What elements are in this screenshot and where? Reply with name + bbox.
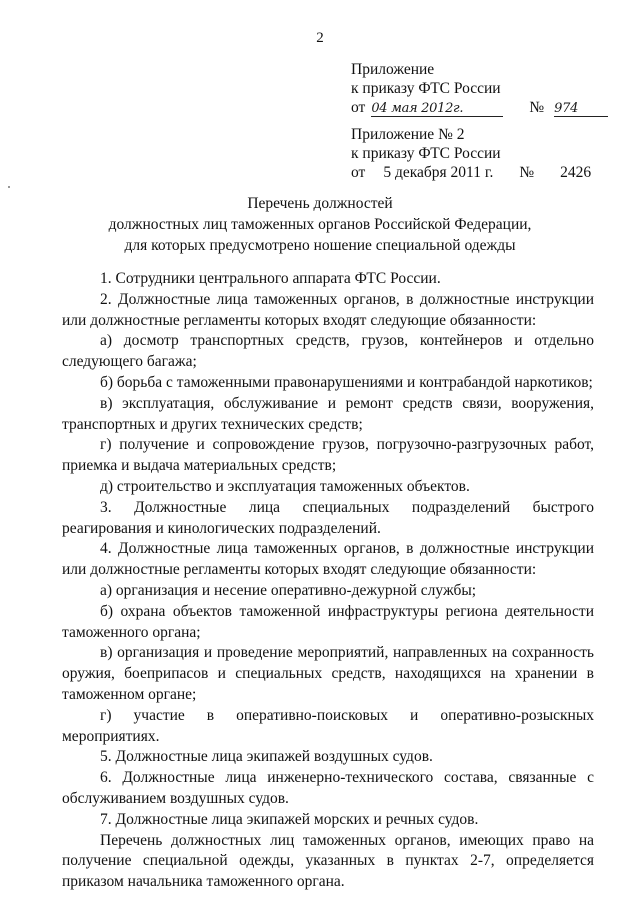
handwritten-number: 974	[554, 102, 608, 117]
scan-mark	[8, 186, 10, 188]
paragraph: б) охрана объектов таможенной инфраструктуры региона деятельности таможенного органа;	[62, 602, 594, 641]
paragraph: в) эксплуатация, обслуживание и ремонт средств связи, вооружения, транспортных и других технических средств;	[62, 394, 594, 433]
title-line: Перечень должностей	[247, 195, 393, 212]
paragraph: 1. Сотрудники центрального аппарата ФТС России.	[100, 270, 441, 287]
paragraph: б) борьба с таможенными правонарушениями и контрабандой наркотиков;	[100, 373, 593, 391]
paragraph: 2. Должностные лица таможенных органов, в должностные инструкции или должностные регламенты которых входят следующие обязанности:	[62, 290, 594, 329]
page-number: 2	[316, 30, 324, 46]
appendix-header	[351, 60, 608, 117]
paragraph: а) организация и несение оперативно-дежурной службы;	[100, 581, 477, 599]
appendix-title: Приложение	[351, 61, 435, 78]
paragraph: 5. Должностные лица экипажей воздушных судов.	[100, 748, 433, 766]
paragraph: д) строительство и эксплуатация таможенных объектов.	[100, 477, 470, 495]
appendix-2-order-ref: к приказу ФТС России	[351, 145, 501, 162]
paragraph: в) организация и проведение мероприятий, направленных на сохранность оружия, боеприпасов и специальных средств, находящихся на хранении в таможенном органе;	[62, 644, 594, 703]
paragraph: 6. Должностные лица инженерно-технического состава, связанные с обслуживанием воздушных судов.	[62, 769, 594, 807]
number-prefix: №	[529, 99, 545, 116]
paragraph: г) получение и сопровождение грузов, погрузочно-разгрузочных работ, приемка и выдача материальных средств;	[62, 436, 594, 475]
appendix-2-title: Приложение № 2	[351, 126, 465, 143]
appendix-2-date: 5 декабря 2011 г.	[383, 164, 494, 181]
paragraph: г) участие в оперативно-поисковых и оперативно-розыскных мероприятиях.	[62, 706, 594, 745]
paragraph: 4. Должностные лица таможенных органов, в должностные инструкции или должностные регламенты которых входят следующие обязанности:	[62, 540, 594, 579]
date-prefix: от	[351, 164, 366, 181]
paragraph: а) досмотр транспортных средств, грузов, контейнеров и отдельно следующего багажа;	[62, 332, 594, 371]
handwritten-date: 04 мая 2012г.	[371, 102, 503, 117]
appendix-2-date-line	[351, 163, 591, 182]
number-prefix: №	[519, 164, 535, 181]
paragraph: 7. Должностные лица экипажей морских и речных судов.	[100, 810, 479, 828]
document-title	[60, 193, 580, 256]
paragraph: 3. Должностные лица специальных подразделений быстрого реагирования и кинологических подразделений.	[62, 498, 594, 537]
appendix-2-number: 2426	[560, 164, 592, 181]
appendix-date-line	[351, 98, 608, 117]
appendix-2-header	[351, 125, 591, 182]
title-line: должностных лиц таможенных органов Российской Федерации,	[108, 216, 532, 233]
document-body	[62, 269, 594, 893]
date-prefix: от	[351, 99, 366, 116]
paragraph: Перечень должностных лиц таможенных органов, имеющих право на получение специальной одежды, указанных в пунктах 2-7, определяется приказом начальника таможенного органа.	[62, 831, 594, 891]
appendix-order-ref: к приказу ФТС России	[351, 80, 501, 97]
title-line: для которых предусмотрено ношение специальной одежды	[124, 237, 516, 254]
